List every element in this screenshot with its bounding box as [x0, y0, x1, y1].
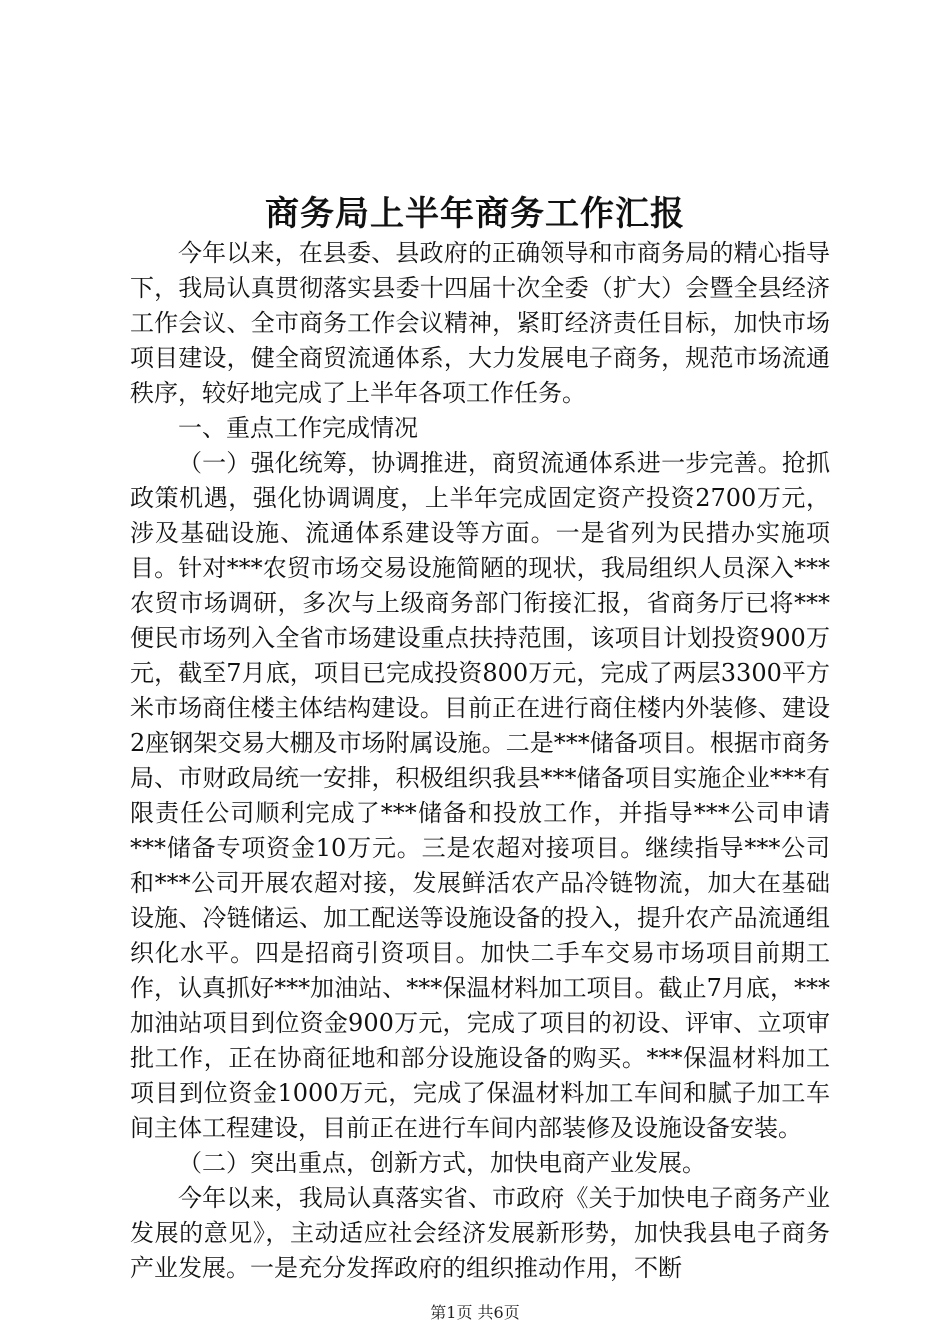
document-body: [130, 236, 830, 1286]
document-title: 商务局上半年商务工作汇报: [265, 194, 685, 234]
paragraph-subsection-2: 今年以来，我局认真落实省、市政府《关于加快电子商务产业发展的意见》，主动适应社会经济发展新形势，加快我县电子商务产业发展。一是充分发挥政府的组织推动作用，不断: [130, 1184, 830, 1282]
subsection-heading-2: （二）突出重点，创新方式，加快电商产业发展。: [178, 1149, 706, 1177]
page-number: 第1页 共6页: [430, 1303, 520, 1322]
paragraph-intro: 今年以来，在县委、县政府的正确领导和市商务局的精心指导下，我局认真贯彻落实县委十四届十次全委（扩大）会暨全县经济工作会议、全市商务工作会议精神，紧盯经济责任目标，加快市场项目建设，健全商贸流通体系，大力发展电子商务，规范市场流通秩序，较好地完成了上半年各项工作任务。: [130, 239, 830, 407]
section-heading-1: 一、重点工作完成情况: [178, 414, 418, 442]
paragraph-subsection-1: （一）强化统筹，协调推进，商贸流通体系进一步完善。抢抓政策机遇，强化协调调度，上半年完成固定资产投资2700万元，涉及基础设施、流通体系建设等方面。一是省列为民措办实施项目。针对***农贸市场交易设施简陋的现状，我局组织人员深入***农贸市场调研，多次与上级商务部门衔接汇报，省商务厅已将***便民市场列入全省市场建设重点扶持范围，该项目计划投资900万元，截至7月底，项目已完成投资800万元，完成了两层3300平方米市场商住楼主体结构建设。目前正在进行商住楼内外装修、建设2座钢架交易大棚及市场附属设施。二是***储备项目。根据市商务局、市财政局统一安排，积极组织我县***储备项目实施企业***有限责任公司顺利完成了***储备和投放工作，并指导***公司申请***储备专项资金10万元。三是农超对接项目。继续指导***公司和***公司开展农超对接，发展鲜活农产品冷链物流，加大在基础设施、冷链储运、加工配送等设施设备的投入，提升农产品流通组织化水平。四是招商引资项目。加快二手车交易市场项目前期工作，认真抓好***加油站、***保温材料加工项目。截止7月底，***加油站项目到位资金900万元，完成了项目的初设、评审、立项审批工作，正在协商征地和部分设施设备的购买。***保温材料加工项目到位资金1000万元，完成了保温材料加工车间和腻子加工车间主体工程建设，目前正在进行车间内部装修及设施设备安装。: [130, 449, 830, 1142]
